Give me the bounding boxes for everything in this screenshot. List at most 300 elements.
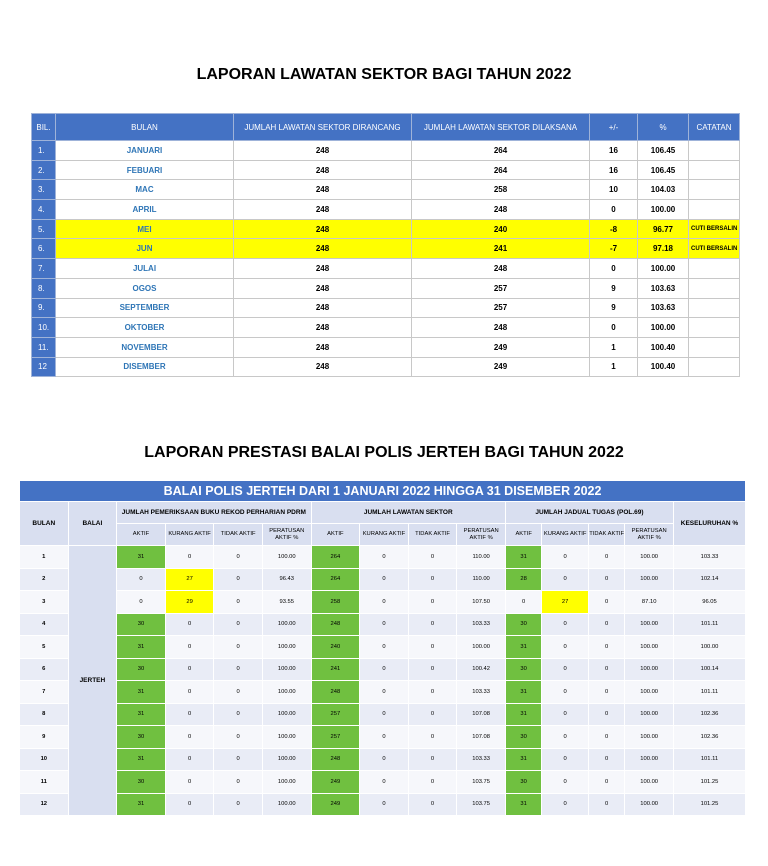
cell-bil: 3. bbox=[32, 180, 56, 200]
cell-value: 0 bbox=[542, 771, 589, 794]
table-row bbox=[32, 298, 740, 318]
cell-value: 103.33 bbox=[673, 546, 745, 569]
cell-value: 100.00 bbox=[262, 613, 311, 636]
cell-dilaksana: 249 bbox=[412, 357, 590, 377]
cell-catatan: CUTI BERSALIN bbox=[689, 239, 740, 259]
cell-value: 0 bbox=[165, 636, 214, 659]
cell-value: 110.00 bbox=[457, 546, 506, 569]
cell-pct: 106.45 bbox=[638, 141, 689, 161]
cell-value: 31 bbox=[117, 793, 166, 816]
cell-diff: 0 bbox=[590, 259, 638, 279]
cell-value: 100.00 bbox=[673, 636, 745, 659]
cell-pct: 100.00 bbox=[638, 259, 689, 279]
cell-pct: 103.63 bbox=[638, 278, 689, 298]
cell-value: 0 bbox=[165, 726, 214, 749]
table-row bbox=[20, 748, 746, 771]
cell-bil: 12 bbox=[32, 357, 56, 377]
cell-value: 102.14 bbox=[673, 568, 745, 591]
cell-value: 100.00 bbox=[625, 793, 674, 816]
cell-bulan: DISEMBER bbox=[56, 357, 234, 377]
cell-value: 0 bbox=[360, 658, 409, 681]
cell-bulan: 11 bbox=[20, 771, 69, 794]
cell-value: 0 bbox=[214, 613, 263, 636]
cell-dirancang: 248 bbox=[234, 160, 412, 180]
cell-value: 93.55 bbox=[262, 591, 311, 614]
cell-value: 0 bbox=[214, 681, 263, 704]
cell-catatan bbox=[689, 278, 740, 298]
cell-value: 101.25 bbox=[673, 771, 745, 794]
subheader-tidak-aktif: TIDAK AKTIF bbox=[214, 524, 263, 546]
table-row bbox=[20, 568, 746, 591]
header-balai: BALAI bbox=[68, 502, 117, 546]
cell-value: 0 bbox=[360, 703, 409, 726]
cell-value: 0 bbox=[165, 793, 214, 816]
cell-value: 110.00 bbox=[457, 568, 506, 591]
cell-dilaksana: 264 bbox=[412, 160, 590, 180]
cell-value: 30 bbox=[505, 771, 541, 794]
subheader-peratusan: PERATUSAN AKTIF % bbox=[625, 524, 674, 546]
cell-value: 100.00 bbox=[625, 613, 674, 636]
cell-bulan: 10 bbox=[20, 748, 69, 771]
table-row bbox=[32, 219, 740, 239]
cell-pct: 97.18 bbox=[638, 239, 689, 259]
cell-dirancang: 248 bbox=[234, 180, 412, 200]
table-row bbox=[32, 239, 740, 259]
cell-value: 100.00 bbox=[262, 703, 311, 726]
cell-bulan: 6 bbox=[20, 658, 69, 681]
cell-catatan bbox=[689, 337, 740, 357]
header-bulan: BULAN bbox=[20, 502, 69, 546]
cell-pct: 100.40 bbox=[638, 357, 689, 377]
cell-value: 0 bbox=[214, 726, 263, 749]
cell-bulan: MAC bbox=[56, 180, 234, 200]
cell-catatan bbox=[689, 160, 740, 180]
cell-bulan: 12 bbox=[20, 793, 69, 816]
cell-value: 87.10 bbox=[625, 591, 674, 614]
table-row bbox=[32, 200, 740, 220]
cell-value: 258 bbox=[311, 591, 360, 614]
cell-value: 29 bbox=[165, 591, 214, 614]
header-pct: % bbox=[638, 114, 689, 141]
table-row bbox=[20, 658, 746, 681]
cell-value: 31 bbox=[117, 748, 166, 771]
cell-value: 30 bbox=[505, 658, 541, 681]
table-header-row bbox=[32, 114, 740, 141]
cell-value: 0 bbox=[408, 681, 457, 704]
cell-value: 0 bbox=[360, 793, 409, 816]
cell-value: 0 bbox=[588, 613, 624, 636]
cell-value: 0 bbox=[214, 793, 263, 816]
cell-value: 31 bbox=[505, 703, 541, 726]
cell-value: 0 bbox=[165, 771, 214, 794]
subheader-kurang-aktif: KURANG AKTIF bbox=[360, 524, 409, 546]
cell-diff: -7 bbox=[590, 239, 638, 259]
cell-pct: 96.77 bbox=[638, 219, 689, 239]
cell-value: 0 bbox=[214, 658, 263, 681]
cell-dilaksana: 257 bbox=[412, 298, 590, 318]
cell-catatan bbox=[689, 141, 740, 161]
cell-bulan: FEBUARI bbox=[56, 160, 234, 180]
cell-value: 100.42 bbox=[457, 658, 506, 681]
cell-diff: 0 bbox=[590, 318, 638, 338]
cell-value: 0 bbox=[542, 748, 589, 771]
sector-visit-table bbox=[31, 113, 740, 377]
cell-bulan: 8 bbox=[20, 703, 69, 726]
cell-bil: 2. bbox=[32, 160, 56, 180]
cell-value: 257 bbox=[311, 726, 360, 749]
cell-value: 100.00 bbox=[262, 771, 311, 794]
cell-value: 103.75 bbox=[457, 771, 506, 794]
cell-value: 103.33 bbox=[457, 748, 506, 771]
cell-value: 0 bbox=[214, 591, 263, 614]
header-bil: BIL. bbox=[32, 114, 56, 141]
cell-value: 0 bbox=[542, 793, 589, 816]
cell-value: 31 bbox=[505, 748, 541, 771]
subheader-kurang-aktif: KURANG AKTIF bbox=[542, 524, 589, 546]
cell-value: 100.00 bbox=[457, 636, 506, 659]
cell-value: 0 bbox=[588, 636, 624, 659]
subheader-aktif: AKTIF bbox=[117, 524, 166, 546]
subheader-peratusan: PERATUSAN AKTIF % bbox=[262, 524, 311, 546]
cell-value: 0 bbox=[360, 613, 409, 636]
cell-value: 100.14 bbox=[673, 658, 745, 681]
report2-title: LAPORAN PRESTASI BALAI POLIS JERTEH BAGI TAHUN 2022 bbox=[144, 444, 624, 461]
cell-value: 0 bbox=[165, 748, 214, 771]
cell-pct: 100.40 bbox=[638, 337, 689, 357]
cell-value: 0 bbox=[214, 546, 263, 569]
cell-bil: 11. bbox=[32, 337, 56, 357]
cell-balai: JERTEH bbox=[68, 546, 117, 816]
cell-value: 0 bbox=[214, 748, 263, 771]
table-row bbox=[20, 771, 746, 794]
table-row bbox=[20, 636, 746, 659]
cell-value: 264 bbox=[311, 568, 360, 591]
cell-value: 0 bbox=[165, 546, 214, 569]
cell-value: 0 bbox=[165, 703, 214, 726]
cell-bulan: 1 bbox=[20, 546, 69, 569]
cell-dirancang: 248 bbox=[234, 219, 412, 239]
cell-value: 0 bbox=[408, 748, 457, 771]
cell-dilaksana: 248 bbox=[412, 318, 590, 338]
cell-value: 0 bbox=[117, 568, 166, 591]
cell-value: 0 bbox=[505, 591, 541, 614]
cell-dirancang: 248 bbox=[234, 357, 412, 377]
table-row bbox=[20, 703, 746, 726]
cell-dirancang: 248 bbox=[234, 318, 412, 338]
cell-dilaksana: 248 bbox=[412, 259, 590, 279]
table-row bbox=[32, 318, 740, 338]
cell-value: 0 bbox=[588, 771, 624, 794]
cell-value: 0 bbox=[588, 568, 624, 591]
cell-value: 249 bbox=[311, 771, 360, 794]
table-row bbox=[32, 278, 740, 298]
cell-value: 100.00 bbox=[262, 726, 311, 749]
cell-value: 100.00 bbox=[625, 568, 674, 591]
cell-value: 100.00 bbox=[625, 748, 674, 771]
cell-value: 100.00 bbox=[625, 546, 674, 569]
cell-value: 0 bbox=[408, 591, 457, 614]
table-row bbox=[32, 160, 740, 180]
cell-value: 100.00 bbox=[262, 658, 311, 681]
cell-value: 0 bbox=[542, 703, 589, 726]
cell-value: 0 bbox=[542, 681, 589, 704]
cell-catatan bbox=[689, 180, 740, 200]
cell-value: 0 bbox=[165, 681, 214, 704]
cell-bil: 5. bbox=[32, 219, 56, 239]
cell-value: 0 bbox=[214, 703, 263, 726]
cell-value: 107.08 bbox=[457, 726, 506, 749]
cell-value: 0 bbox=[360, 591, 409, 614]
cell-value: 0 bbox=[360, 681, 409, 704]
cell-diff: 9 bbox=[590, 298, 638, 318]
cell-bil: 6. bbox=[32, 239, 56, 259]
cell-dirancang: 248 bbox=[234, 141, 412, 161]
cell-value: 0 bbox=[360, 546, 409, 569]
cell-value: 0 bbox=[542, 546, 589, 569]
cell-value: 31 bbox=[505, 636, 541, 659]
cell-value: 0 bbox=[588, 546, 624, 569]
cell-value: 102.36 bbox=[673, 703, 745, 726]
cell-value: 240 bbox=[311, 636, 360, 659]
header-group-jadual: JUMLAH JADUAL TUGAS (POL.69) bbox=[505, 502, 673, 524]
cell-value: 100.00 bbox=[262, 636, 311, 659]
cell-value: 100.00 bbox=[262, 546, 311, 569]
cell-dirancang: 248 bbox=[234, 337, 412, 357]
cell-diff: 10 bbox=[590, 180, 638, 200]
cell-bulan: 5 bbox=[20, 636, 69, 659]
cell-value: 103.33 bbox=[457, 613, 506, 636]
cell-value: 100.00 bbox=[262, 793, 311, 816]
cell-bulan: JULAI bbox=[56, 259, 234, 279]
cell-bulan: 2 bbox=[20, 568, 69, 591]
cell-value: 96.05 bbox=[673, 591, 745, 614]
cell-value: 248 bbox=[311, 681, 360, 704]
cell-value: 31 bbox=[505, 546, 541, 569]
cell-value: 264 bbox=[311, 546, 360, 569]
cell-value: 30 bbox=[117, 771, 166, 794]
cell-value: 103.33 bbox=[457, 681, 506, 704]
table-row bbox=[20, 681, 746, 704]
cell-value: 31 bbox=[505, 793, 541, 816]
cell-value: 31 bbox=[117, 681, 166, 704]
cell-pct: 103.63 bbox=[638, 298, 689, 318]
cell-value: 30 bbox=[117, 726, 166, 749]
table-row bbox=[20, 726, 746, 749]
cell-value: 0 bbox=[408, 793, 457, 816]
cell-value: 0 bbox=[214, 568, 263, 591]
cell-value: 0 bbox=[408, 613, 457, 636]
cell-value: 102.36 bbox=[673, 726, 745, 749]
table-row bbox=[20, 546, 746, 569]
cell-value: 0 bbox=[542, 726, 589, 749]
table-row bbox=[32, 357, 740, 377]
table-row bbox=[20, 793, 746, 816]
cell-value: 241 bbox=[311, 658, 360, 681]
cell-catatan bbox=[689, 298, 740, 318]
header-diff: +/- bbox=[590, 114, 638, 141]
header-catatan: CATATAN bbox=[689, 114, 740, 141]
table-row bbox=[32, 180, 740, 200]
cell-value: 30 bbox=[117, 613, 166, 636]
cell-value: 0 bbox=[408, 568, 457, 591]
cell-dilaksana: 257 bbox=[412, 278, 590, 298]
cell-value: 0 bbox=[588, 591, 624, 614]
cell-value: 0 bbox=[360, 726, 409, 749]
cell-value: 100.00 bbox=[625, 771, 674, 794]
subheader-tidak-aktif: TIDAK AKTIF bbox=[588, 524, 624, 546]
cell-value: 0 bbox=[588, 748, 624, 771]
cell-value: 248 bbox=[311, 748, 360, 771]
cell-value: 249 bbox=[311, 793, 360, 816]
cell-dirancang: 248 bbox=[234, 200, 412, 220]
cell-catatan bbox=[689, 200, 740, 220]
cell-value: 0 bbox=[117, 591, 166, 614]
cell-dilaksana: 248 bbox=[412, 200, 590, 220]
cell-value: 0 bbox=[588, 703, 624, 726]
cell-value: 100.00 bbox=[625, 703, 674, 726]
header-bulan: BULAN bbox=[56, 114, 234, 141]
cell-dilaksana: 240 bbox=[412, 219, 590, 239]
cell-bulan: OKTOBER bbox=[56, 318, 234, 338]
cell-dirancang: 248 bbox=[234, 298, 412, 318]
cell-value: 30 bbox=[505, 726, 541, 749]
table-banner: BALAI POLIS JERTEH DARI 1 JANUARI 2022 HINGGA 31 DISEMBER 2022 bbox=[20, 481, 746, 502]
cell-bil: 7. bbox=[32, 259, 56, 279]
cell-value: 100.00 bbox=[262, 681, 311, 704]
header-keseluruhan: KESELURUHAN % bbox=[673, 502, 745, 546]
table-row bbox=[20, 591, 746, 614]
cell-value: 0 bbox=[408, 726, 457, 749]
cell-bil: 10. bbox=[32, 318, 56, 338]
cell-dirancang: 248 bbox=[234, 239, 412, 259]
cell-value: 0 bbox=[588, 793, 624, 816]
cell-pct: 104.03 bbox=[638, 180, 689, 200]
cell-value: 0 bbox=[214, 636, 263, 659]
cell-value: 30 bbox=[505, 613, 541, 636]
cell-value: 0 bbox=[588, 681, 624, 704]
cell-diff: 1 bbox=[590, 337, 638, 357]
header-dirancang: JUMLAH LAWATAN SEKTOR DIRANCANG bbox=[234, 114, 412, 141]
cell-value: 0 bbox=[408, 658, 457, 681]
subheader-kurang-aktif: KURANG AKTIF bbox=[165, 524, 214, 546]
cell-diff: 16 bbox=[590, 141, 638, 161]
cell-bulan: SEPTEMBER bbox=[56, 298, 234, 318]
report1-title: LAPORAN LAWATAN SEKTOR BAGI TAHUN 2022 bbox=[196, 66, 572, 83]
cell-value: 248 bbox=[311, 613, 360, 636]
cell-value: 101.11 bbox=[673, 748, 745, 771]
cell-bil: 1. bbox=[32, 141, 56, 161]
table-row bbox=[32, 337, 740, 357]
cell-value: 0 bbox=[165, 658, 214, 681]
cell-diff: 9 bbox=[590, 278, 638, 298]
cell-value: 107.50 bbox=[457, 591, 506, 614]
cell-value: 257 bbox=[311, 703, 360, 726]
cell-catatan bbox=[689, 318, 740, 338]
cell-dilaksana: 264 bbox=[412, 141, 590, 161]
cell-diff: 1 bbox=[590, 357, 638, 377]
cell-value: 0 bbox=[408, 703, 457, 726]
cell-pct: 100.00 bbox=[638, 200, 689, 220]
cell-bulan: 7 bbox=[20, 681, 69, 704]
cell-value: 0 bbox=[542, 636, 589, 659]
cell-dirancang: 248 bbox=[234, 259, 412, 279]
cell-value: 0 bbox=[360, 636, 409, 659]
cell-value: 101.11 bbox=[673, 681, 745, 704]
cell-value: 0 bbox=[588, 658, 624, 681]
cell-pct: 100.00 bbox=[638, 318, 689, 338]
cell-value: 0 bbox=[360, 771, 409, 794]
subheader-aktif: AKTIF bbox=[505, 524, 541, 546]
cell-bil: 4. bbox=[32, 200, 56, 220]
cell-value: 30 bbox=[117, 658, 166, 681]
cell-value: 27 bbox=[165, 568, 214, 591]
cell-catatan bbox=[689, 357, 740, 377]
cell-bil: 8. bbox=[32, 278, 56, 298]
header-group-lawatan: JUMLAH LAWATAN SEKTOR bbox=[311, 502, 505, 524]
cell-bulan: 3 bbox=[20, 591, 69, 614]
subheader-tidak-aktif: TIDAK AKTIF bbox=[408, 524, 457, 546]
cell-catatan: CUTI BERSALIN bbox=[689, 219, 740, 239]
cell-value: 31 bbox=[505, 681, 541, 704]
cell-value: 100.00 bbox=[625, 658, 674, 681]
cell-value: 100.00 bbox=[625, 636, 674, 659]
cell-value: 0 bbox=[408, 771, 457, 794]
cell-bulan: OGOS bbox=[56, 278, 234, 298]
cell-value: 0 bbox=[542, 568, 589, 591]
cell-value: 101.25 bbox=[673, 793, 745, 816]
cell-diff: 0 bbox=[590, 200, 638, 220]
cell-value: 101.11 bbox=[673, 613, 745, 636]
header-group-pemeriksaan: JUMLAH PEMERIKSAAN BUKU REKOD PERHARIAN PDRM bbox=[117, 502, 311, 524]
cell-dilaksana: 258 bbox=[412, 180, 590, 200]
cell-bulan: NOVEMBER bbox=[56, 337, 234, 357]
subheader-peratusan: PERATUSAN AKTIF % bbox=[457, 524, 506, 546]
cell-value: 0 bbox=[360, 748, 409, 771]
cell-bulan: 4 bbox=[20, 613, 69, 636]
cell-dilaksana: 241 bbox=[412, 239, 590, 259]
cell-value: 0 bbox=[360, 568, 409, 591]
cell-value: 100.00 bbox=[625, 726, 674, 749]
table-row bbox=[20, 613, 746, 636]
station-performance-table bbox=[19, 480, 746, 816]
cell-pct: 106.45 bbox=[638, 160, 689, 180]
cell-value: 31 bbox=[117, 703, 166, 726]
cell-value: 31 bbox=[117, 636, 166, 659]
cell-bulan: JANUARI bbox=[56, 141, 234, 161]
cell-value: 0 bbox=[542, 613, 589, 636]
table-row bbox=[32, 141, 740, 161]
cell-bulan: APRIL bbox=[56, 200, 234, 220]
cell-bulan: JUN bbox=[56, 239, 234, 259]
cell-value: 0 bbox=[214, 771, 263, 794]
cell-value: 0 bbox=[165, 613, 214, 636]
cell-dilaksana: 249 bbox=[412, 337, 590, 357]
header-dilaksana: JUMLAH LAWATAN SEKTOR DILAKSANA bbox=[412, 114, 590, 141]
cell-value: 0 bbox=[408, 546, 457, 569]
cell-diff: -8 bbox=[590, 219, 638, 239]
cell-value: 100.00 bbox=[262, 748, 311, 771]
cell-value: 103.75 bbox=[457, 793, 506, 816]
cell-value: 27 bbox=[542, 591, 589, 614]
cell-bulan: 9 bbox=[20, 726, 69, 749]
subheader-aktif: AKTIF bbox=[311, 524, 360, 546]
cell-bil: 9. bbox=[32, 298, 56, 318]
cell-value: 0 bbox=[588, 726, 624, 749]
cell-value: 28 bbox=[505, 568, 541, 591]
cell-diff: 16 bbox=[590, 160, 638, 180]
table-row bbox=[32, 259, 740, 279]
cell-value: 31 bbox=[117, 546, 166, 569]
